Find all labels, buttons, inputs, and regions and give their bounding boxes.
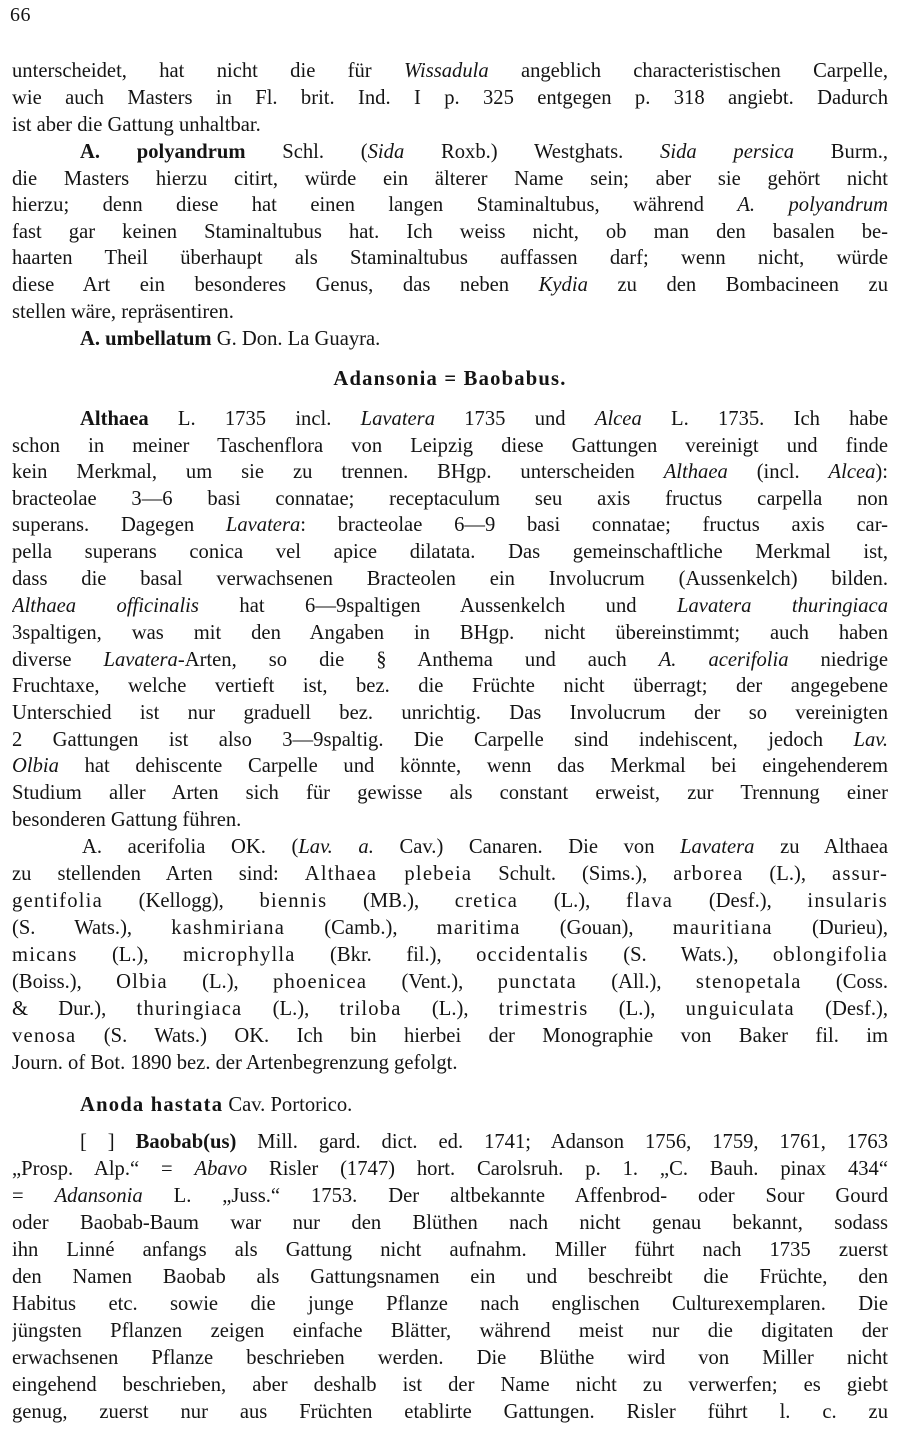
text-line: Habitus etc. sowie die junge Pflanze nach englischen Culturexemplaren. Die xyxy=(12,1293,888,1315)
text-line: fast gar keinen Staminaltubus hat. Ich weiss nicht, ob man den basalen be- xyxy=(12,221,888,243)
text-line: schon in meiner Taschenflora von Leipzig diese Gattungen vereinigt und finde xyxy=(12,435,888,457)
text-line: haarten Theil überhaupt als Staminaltubus auffassen darf; wenn nicht, würde xyxy=(12,247,888,269)
page-number: 66 xyxy=(10,4,31,26)
text-line: Unterschied ist nur graduell bez. unrichtig. Das Involucrum der so vereinigten xyxy=(12,702,888,724)
text-line: pella superans conica vel apice dilatata. Das gemeinschaftliche Merkmal ist, xyxy=(12,541,888,563)
text-line: erwachsenen Pflanze beschrieben werden. Die Blüthe wird von Miller nicht xyxy=(12,1347,888,1369)
text-line: Althaea L. 1735 incl. Lavatera 1735 und Alcea L. 1735. Ich habe xyxy=(80,408,888,430)
text-line: „Prosp. Alp.“ = Abavo Risler (1747) hort. Carolsruh. p. 1. „C. Bauh. pinax 434“ xyxy=(12,1158,888,1180)
text-line: jüngsten Pflanzen zeigen einfache Blätter, während meist nur die digitaten der xyxy=(12,1320,888,1342)
text-line: besonderen Gattung führen. xyxy=(12,809,242,831)
text-line: unterscheidet, hat nicht die für Wissadula angeblich characteristischen Carpelle, xyxy=(12,60,888,82)
text-line: 3spaltigen, was mit den Angaben in BHgp. nicht übereinstimmt; auch haben xyxy=(12,622,888,644)
text-line: A. acerifolia OK. (Lav. a. Cav.) Canaren. Die von Lavatera zu Althaea xyxy=(82,836,888,858)
text-line: wie auch Masters in Fl. brit. Ind. I p. 325 entgegen p. 318 angiebt. Dadurch xyxy=(12,87,888,109)
text-line: (S. Wats.), kashmiriana (Camb.), maritima (Gouan), mauritiana (Durieu), xyxy=(12,917,888,939)
text-line: = Adansonia L. „Juss.“ 1753. Der altbekannte Affenbrod- oder Sour Gourd xyxy=(12,1185,888,1207)
text-line: Anoda hastata Cav. Portorico. xyxy=(80,1094,353,1116)
text-line: (Boiss.), Olbia (L.), phoenicea (Vent.), punctata (All.), stenopetala (Coss. xyxy=(12,971,888,993)
section-heading: Adansonia = Baobabus. xyxy=(333,368,567,390)
text-line: Studium aller Arten sich für gewisse als constant erweist, zur Trennung einer xyxy=(12,782,888,804)
text-line: A. umbellatum G. Don. La Guayra. xyxy=(80,328,381,350)
text-line: Althaea officinalis hat 6—9spaltigen Aussenkelch und Lavatera thuringiaca xyxy=(12,595,888,617)
text-line: hierzu; denn diese hat einen langen Staminaltubus, während A. polyandrum xyxy=(12,194,888,216)
text-line: zu stellenden Arten sind: Althaea plebeia Schult. (Sims.), arborea (L.), assur- xyxy=(12,863,888,885)
text-line: & Dur.), thuringiaca (L.), triloba (L.), trimestris (L.), unguiculata (Desf.), xyxy=(12,998,888,1020)
text-line: Journ. of Bot. 1890 bez. der Artenbegrenzung gefolgt. xyxy=(12,1052,458,1074)
text-line: bracteolae 3—6 basi connatae; receptaculum seu axis fructus carpella non xyxy=(12,488,888,510)
text-line: den Namen Baobab als Gattungsnamen ein und beschreibt die Früchte, den xyxy=(12,1266,888,1288)
text-line: eingehend beschrieben, aber deshalb ist der Name nicht zu verwerfen; es giebt xyxy=(12,1374,888,1396)
text-line: stellen wäre, repräsentiren. xyxy=(12,301,234,323)
text-line: 2 Gattungen ist also 3—9spaltig. Die Carpelle sind indehiscent, jedoch Lav. xyxy=(12,729,888,751)
text-line: superans. Dagegen Lavatera: bracteolae 6—9 basi connatae; fructus axis car- xyxy=(12,514,888,536)
text-line: die Masters hierzu citirt, würde ein älterer Name sein; aber sie gehört nicht xyxy=(12,168,888,190)
text-line: A. polyandrum Schl. (Sida Roxb.) Westghats. Sida persica Burm., xyxy=(80,141,888,163)
text-line: micans (L.), microphylla (Bkr. fil.), occidentalis (S. Wats.), oblongifolia xyxy=(12,944,888,966)
text-line: kein Merkmal, um sie zu trennen. BHgp. unterscheiden Althaea (incl. Alcea): xyxy=(12,461,888,483)
text-line: [ ] Baobab(us) Mill. gard. dict. ed. 1741; Adanson 1756, 1759, 1761, 1763 xyxy=(80,1131,888,1153)
text-line: ihn Linné anfangs als Gattung nicht aufnahm. Miller führt nach 1735 zuerst xyxy=(12,1239,888,1261)
text-line: diverse Lavatera-Arten, so die § Anthema und auch A. acerifolia niedrige xyxy=(12,649,888,671)
text-line: ist aber die Gattung unhaltbar. xyxy=(12,114,261,136)
text-line: Fruchtaxe, welche vertieft ist, bez. die Früchte nicht überragt; der angegebene xyxy=(12,675,888,697)
text-line: dass die basal verwachsenen Bracteolen ein Involucrum (Aussenkelch) bilden. xyxy=(12,568,888,590)
text-line: gentifolia (Kellogg), biennis (MB.), cretica (L.), flava (Desf.), insularis xyxy=(12,890,888,912)
text-line: diese Art ein besonderes Genus, das neben Kydia zu den Bombacineen zu xyxy=(12,274,888,296)
text-line: oder Baobab-Baum war nur den Blüthen nach nicht genau bekannt, sodass xyxy=(12,1212,888,1234)
text-line: genug, zuerst nur aus Früchten etablirte Gattungen. Risler führt l. c. zu xyxy=(12,1401,888,1423)
text-line: venosa (S. Wats.) OK. Ich bin hierbei der Monographie von Baker fil. im xyxy=(12,1025,888,1047)
text-line: Olbia hat dehiscente Carpelle und könnte, wenn das Merkmal bei eingehenderem xyxy=(12,755,888,777)
